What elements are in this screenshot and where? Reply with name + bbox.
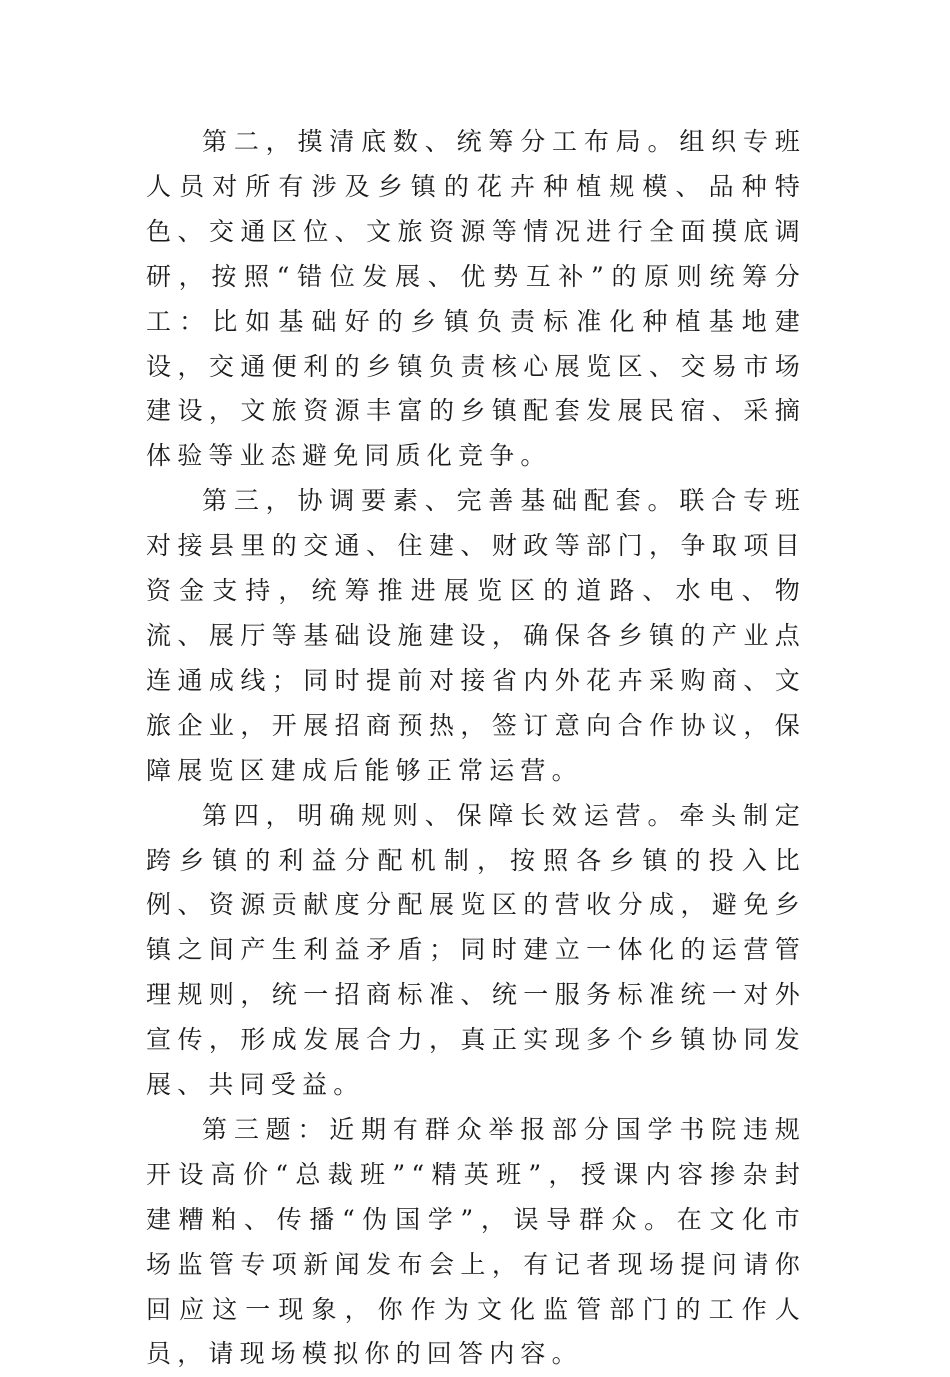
paragraph-point-three: 第三，协调要素、完善基础配套。联合专班对接县里的交通、住建、财政等部门，争取项目资金支持，统筹推进展览区的道路、水电、物流、展厅等基础设施建设，确保各乡镇的产业点连通成线；同时提前对接省内外花卉采购商、文旅企业，开展招商预热，签订意向合作协议，保障展览区建成后能够正常运营。 [146, 486, 806, 785]
paragraph-question-three: 第三题：近期有群众举报部分国学书院违规开设高价“总裁班”“精英班”，授课内容掺杂封建糟粕、传播“伪国学”，误导群众。在文化市场监管专项新闻发布会上，有记者现场提问请你回应这一现象，你作为文化监管部门的工作人员，请现场模拟你的回答内容。 [146, 1114, 806, 1369]
paragraph-point-four: 第四，明确规则、保障长效运营。牵头制定跨乡镇的利益分配机制，按照各乡镇的投入比例、资源贡献度分配展览区的营收分成，避免乡镇之间产生利益矛盾；同时建立一体化的运营管理规则，统一招商标准、统一服务标准统一对外宣传，形成发展合力，真正实现多个乡镇协同发展、共同受益。 [146, 800, 806, 1100]
document-body [146, 120, 806, 1377]
paragraph-point-two: 第二，摸清底数、统筹分工布局。组织专班人员对所有涉及乡镇的花卉种植规模、品种特色、交通区位、文旅资源等情况进行全面摸底调研，按照“错位发展、优势互补”的原则统筹分工：比如基础好的乡镇负责标准化种植基地建设，交通便利的乡镇负责核心展览区、交易市场建设，文旅资源丰富的乡镇配套发展民宿、采摘体验等业态避免同质化竞争。 [146, 127, 806, 471]
